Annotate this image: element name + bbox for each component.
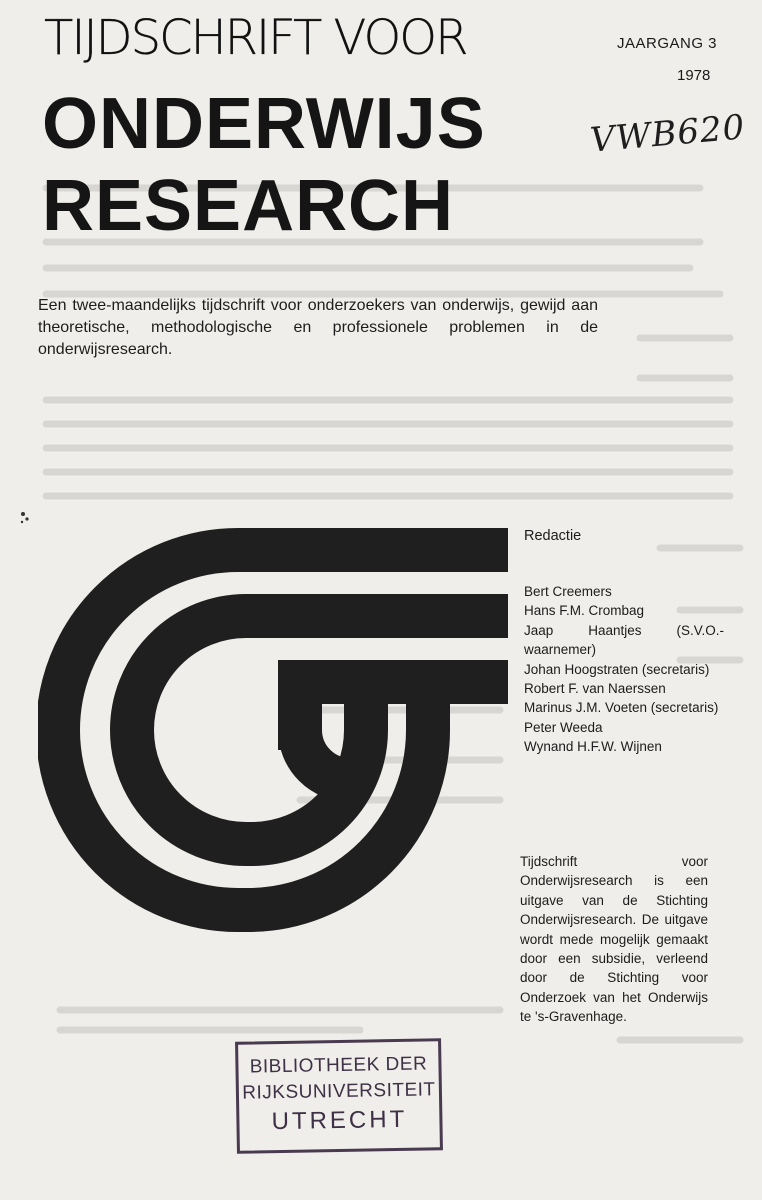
journal-logo-icon <box>38 520 518 980</box>
year-label: 1978 <box>677 67 711 84</box>
editor-member: Johan Hoogstraten (secretaris) <box>524 661 710 677</box>
editor-member: Robert F. van Naerssen <box>524 681 666 697</box>
ink-speck-decoration <box>18 508 32 528</box>
title-line-1: ONDERWIJS <box>42 84 486 164</box>
editor-member: Peter Weeda <box>524 719 603 735</box>
publisher-note: Tijdschrift voor Onderwijsresearch is een uitgave van de Stichting Onderwijsresearch. De uitgave wordt mede mogelijk gemaakt door een subsidie, verleend door de Stichting voor Onderzoek van het Onderwijs te 's-Gravenhage. <box>520 854 708 1025</box>
editor-member: Jaap Haantjes (S.V.O.-waarnemer) <box>524 622 724 658</box>
stamp-line-1: BIBLIOTHEEK DER <box>249 1053 428 1078</box>
editor-member: Hans F.M. Crombag <box>524 603 645 619</box>
editorial-board-heading: Redactie <box>524 528 582 544</box>
title-line-2: RESEARCH <box>42 166 455 246</box>
volume-label: JAARGANG 3 <box>617 35 718 52</box>
library-stamp <box>235 1038 443 1154</box>
handwritten-call-number: VWB620 <box>588 107 747 161</box>
journal-prefix: TIJDSCHRIFT VOOR <box>44 10 467 66</box>
journal-description: Een twee-maandelijks tijdschrift voor onderzoekers van onderwijs, gewijd aan theoretische, methodologische en professionele problemen in de onderwijsresearch. <box>38 297 598 358</box>
editorial-board-list <box>524 582 724 757</box>
stamp-line-2: RIJKSUNIVERSITEIT <box>242 1079 436 1104</box>
editor-member: Wynand H.F.W. Wijnen <box>524 739 662 755</box>
editor-member: Marinus J.M. Voeten (secretaris) <box>524 700 719 716</box>
editor-member: Bert Creemers <box>524 584 612 599</box>
stamp-line-3: UTRECHT <box>271 1105 408 1136</box>
